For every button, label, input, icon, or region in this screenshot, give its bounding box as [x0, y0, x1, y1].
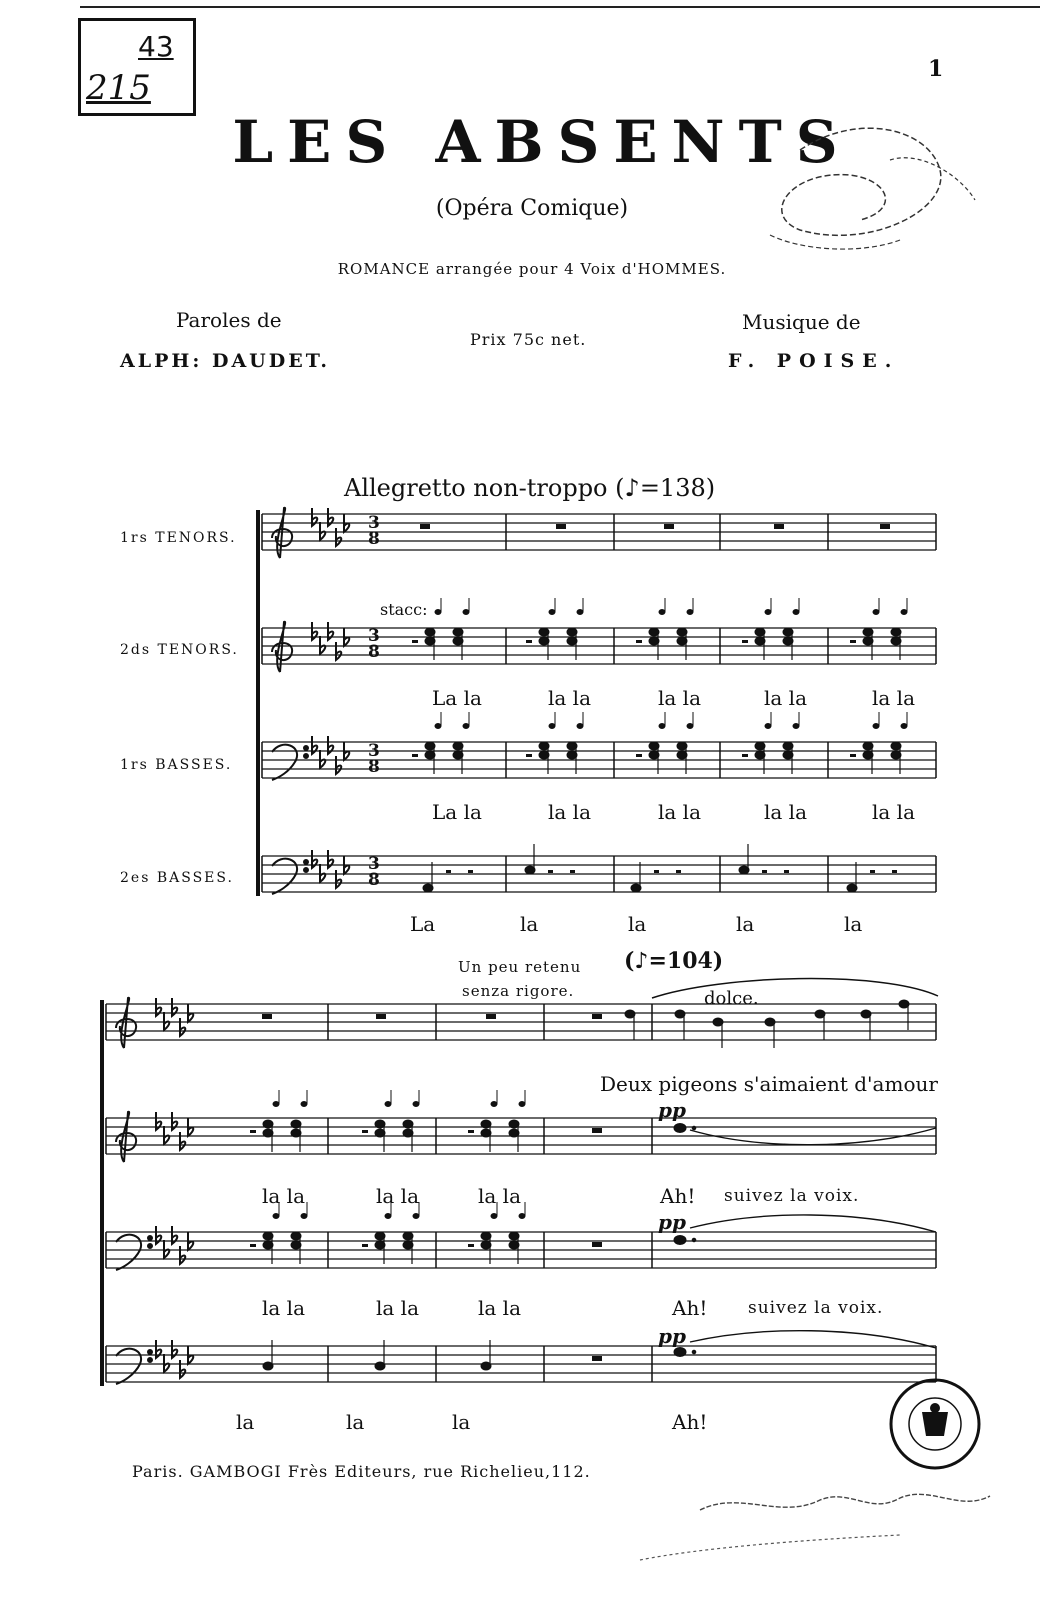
lyric-b1-s2-m3: la la — [478, 1296, 521, 1320]
lyric-t2-m5: la la — [872, 686, 915, 710]
dynamic-pp-bass2: pp — [658, 1324, 686, 1348]
dynamic-pp-tenor2: pp — [658, 1098, 686, 1122]
lyric-b2-s2-m1: la — [236, 1410, 255, 1434]
metronome-marking-2: (♪=104) — [624, 948, 724, 974]
lyric-b2-s2-m2: la — [346, 1410, 365, 1434]
lyric-t2-m4: la la — [764, 686, 807, 710]
shelfmark-bottom: 215 — [86, 68, 151, 108]
tempo-marking-2a: Un peu retenu — [458, 958, 582, 976]
lyric-t2-s2-m2: la la — [376, 1184, 419, 1208]
lyric-b2-m4: la — [736, 912, 755, 936]
romance-line: ROMANCE arrangée pour 4 Voix d'HOMMES. — [337, 260, 727, 278]
composer-name: F. POISE. — [728, 350, 900, 372]
svg-text:8: 8 — [368, 757, 380, 777]
lyric-b1-m2: la la — [548, 800, 591, 824]
page-number: 1 — [928, 56, 944, 82]
publisher-imprint: Paris. GAMBOGI Frès Editeurs, rue Richelieu,112. — [132, 1462, 591, 1481]
subtitle: (Opéra Comique) — [435, 196, 629, 221]
lyric-t2-s2-m1: la la — [262, 1184, 305, 1208]
lyric-b1-s2-m1: la la — [262, 1296, 305, 1320]
lyric-b1-m4: la la — [764, 800, 807, 824]
svg-text:3: 3 — [368, 741, 380, 761]
lyric-b1-s2-suivez: suivez la voix. — [748, 1298, 884, 1318]
svg-text:3: 3 — [368, 854, 380, 874]
lyric-t2-m3: la la — [658, 686, 701, 710]
lyric-t2-s2-suivez: suivez la voix. — [724, 1186, 860, 1206]
lyric-t2-s2-m3: la la — [478, 1184, 521, 1208]
lyrics-label: Paroles de — [176, 308, 282, 332]
lyric-b1-m3: la la — [658, 800, 701, 824]
svg-text:3: 3 — [368, 513, 380, 533]
lyric-t2-m1: La la — [432, 686, 482, 710]
lyric-b2-m5: la — [844, 912, 863, 936]
lyric-b1-m1: La la — [432, 800, 482, 824]
lyric-t2-s2-ah: Ah! — [660, 1184, 696, 1208]
tempo-marking-2b: senza rigore. — [462, 982, 575, 1000]
svg-text:3: 3 — [368, 626, 380, 646]
lyric-b2-m2: la — [520, 912, 539, 936]
lyric-b2-s2-ah: Ah! — [672, 1410, 708, 1434]
lyricist-name: ALPH: DAUDET. — [120, 350, 331, 372]
voice-label-tenor1: 1rs TENORS. — [120, 530, 237, 546]
lyric-b1-s2-ah: Ah! — [672, 1296, 708, 1320]
lyric-t1-sys2: Deux pigeons s'aimaient d'amour — [600, 1072, 938, 1096]
dolce-mark: dolce. — [704, 988, 759, 1009]
music-label: Musique de — [742, 310, 861, 334]
staccato-mark: stacc: — [380, 600, 428, 619]
tempo-marking-1: Allegretto non-troppo (♪=138) — [344, 474, 716, 502]
voice-label-bass2: 2es BASSES. — [120, 870, 234, 886]
svg-text:8: 8 — [368, 642, 380, 662]
page-title: LES ABSENTS — [232, 108, 852, 176]
dynamic-pp-bass1: pp — [658, 1210, 686, 1234]
voice-label-tenor2: 2ds TENORS. — [120, 642, 239, 658]
lyric-b1-m5: la la — [872, 800, 915, 824]
shelfmark-top: 43 — [138, 30, 174, 63]
lyric-t2-m2: la la — [548, 686, 591, 710]
lyric-b2-m1: La — [410, 912, 436, 936]
lyric-b2-s2-m3: la — [452, 1410, 471, 1434]
lyric-b1-s2-m2: la la — [376, 1296, 419, 1320]
svg-text:8: 8 — [368, 870, 380, 890]
voice-label-bass1: 1rs BASSES. — [120, 757, 233, 773]
price: Prix 75c net. — [470, 330, 587, 349]
svg-text:8: 8 — [368, 529, 380, 549]
lyric-b2-m3: la — [628, 912, 647, 936]
